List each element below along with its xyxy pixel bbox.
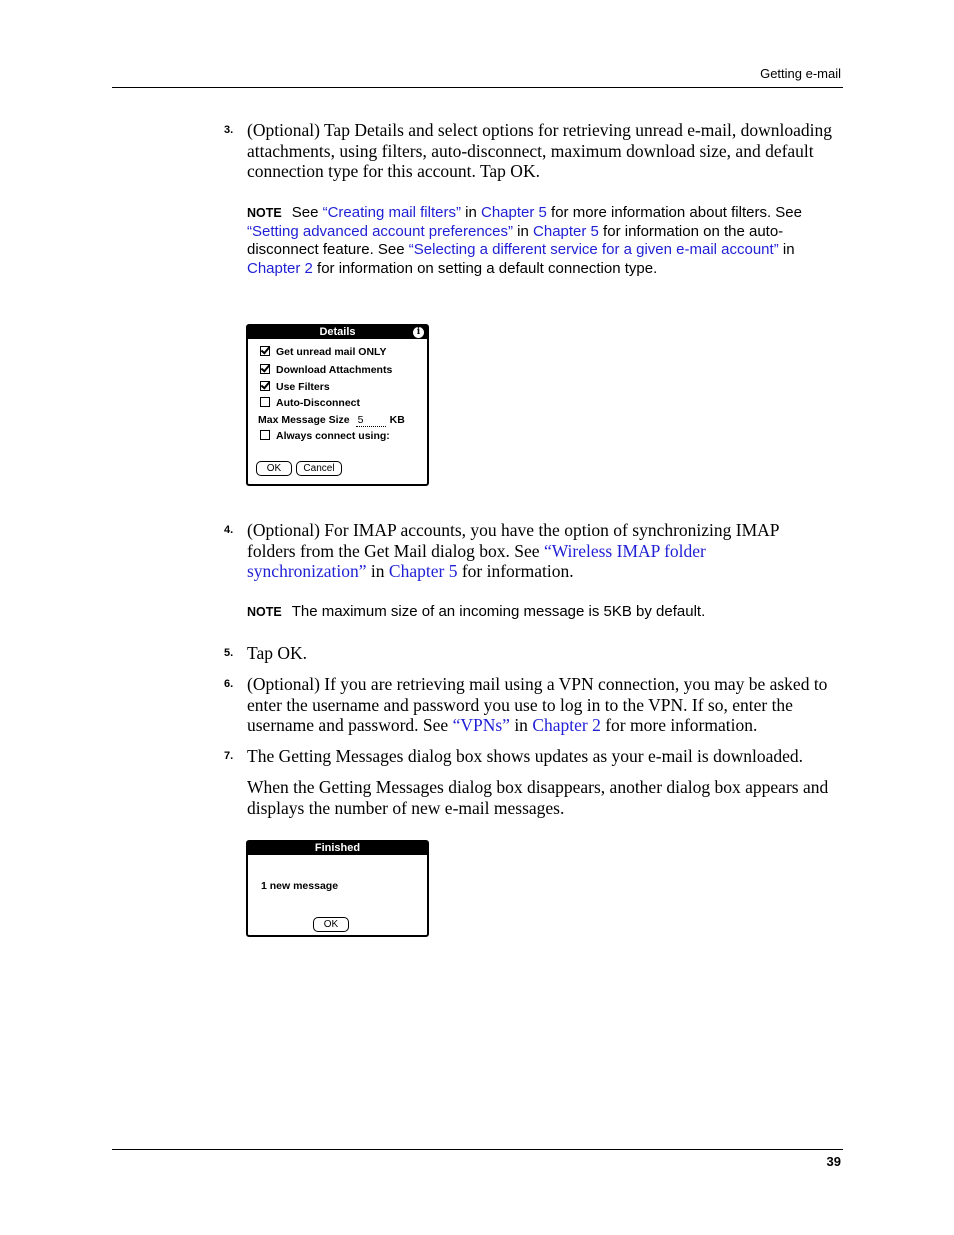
- option-label: Get unread mail ONLY: [276, 346, 387, 358]
- step-number: 6.: [224, 678, 234, 690]
- option-get-unread[interactable]: [260, 346, 386, 358]
- note-text: for information on the auto-disconnect feature. See: [247, 222, 784, 259]
- note-text: in: [460, 204, 481, 221]
- step-text-part: for information.: [457, 561, 574, 581]
- note-filters: [247, 204, 837, 278]
- step-text: [247, 674, 843, 736]
- max-size-unit: KB: [389, 414, 405, 426]
- dialog-title: Finished: [314, 842, 361, 854]
- footer-rule: [112, 1149, 843, 1150]
- checkbox-checked-icon[interactable]: [260, 381, 270, 391]
- new-message-count: 1 new message: [261, 880, 339, 892]
- link-chapter-5[interactable]: Chapter 5: [480, 204, 547, 221]
- checkbox-unchecked-icon[interactable]: [260, 430, 270, 440]
- note-text: The maximum size of an incoming message is 5KB by default.: [291, 603, 706, 620]
- option-label: Always connect using:: [276, 430, 390, 442]
- link-chapter-2[interactable]: Chapter 2: [247, 259, 313, 277]
- ok-button[interactable]: OK: [256, 461, 292, 476]
- step-text: [247, 520, 807, 582]
- page-number: 39: [826, 1154, 841, 1169]
- option-always-connect[interactable]: [260, 430, 390, 442]
- info-icon[interactable]: i: [413, 327, 424, 338]
- cancel-button[interactable]: Cancel: [296, 461, 342, 476]
- link-chapter-2[interactable]: Chapter 2: [532, 715, 601, 735]
- dialog-title-bar: [248, 326, 427, 339]
- link-selecting-different-service[interactable]: “Selecting a different service for a given e-mail account”: [408, 241, 779, 259]
- note-text: for information on setting a default connection type.: [312, 259, 658, 277]
- details-dialog: [246, 324, 429, 486]
- note-label: NOTE: [247, 206, 282, 220]
- finished-dialog: [246, 840, 429, 937]
- note-label: NOTE: [247, 605, 282, 619]
- step-text-part: for more information.: [600, 715, 758, 735]
- step-text: Tap OK.: [247, 643, 308, 663]
- link-vpns[interactable]: “VPNs”: [452, 715, 510, 735]
- step-number: 3.: [224, 124, 234, 136]
- max-size-label: Max Message Size: [258, 414, 350, 426]
- link-creating-mail-filters[interactable]: “Creating mail filters”: [322, 204, 461, 221]
- option-label: Use Filters: [276, 381, 330, 393]
- step-number: 4.: [224, 524, 234, 536]
- checkbox-unchecked-icon[interactable]: [260, 397, 270, 407]
- header-rule: [112, 87, 843, 88]
- step-number: 7.: [224, 750, 234, 762]
- option-download-attachments[interactable]: [260, 364, 392, 376]
- option-auto-disconnect[interactable]: [260, 397, 360, 409]
- note-text: for more information about filters. See: [546, 204, 802, 221]
- step-text-part: in: [366, 561, 389, 581]
- checkbox-checked-icon[interactable]: [260, 346, 270, 356]
- dialog-title-bar: [248, 842, 427, 855]
- step-followup-text: When the Getting Messages dialog box disappears, another dialog box appears and displays the number of new e-mail messages.: [247, 777, 829, 818]
- step-text: (Optional) Tap Details and select options for retrieving unread e-mail, downloading attachments, using filters, auto-disconnect, maximum download size, and default connection type for this account. Tap OK.: [247, 120, 833, 181]
- note-text: in: [778, 241, 795, 259]
- note-text: in: [513, 222, 534, 240]
- max-size-field[interactable]: 5: [356, 414, 386, 427]
- max-message-size-row: [258, 414, 405, 427]
- option-label: Auto-Disconnect: [276, 397, 360, 409]
- link-advanced-account-preferences[interactable]: “Setting advanced account preferences”: [247, 222, 513, 240]
- step-text-part: (Optional) For IMAP accounts, you have the option of synchronizing IMAP folders from the Get Mail dialog box. See: [247, 520, 779, 561]
- note-max-size: [247, 603, 837, 622]
- checkbox-checked-icon[interactable]: [260, 364, 270, 374]
- dialog-title: Details: [319, 326, 356, 338]
- step-text-part: in: [509, 715, 533, 735]
- link-wireless-imap-sync[interactable]: “Wireless IMAP folder synchronization”: [247, 540, 706, 581]
- step-text-part: (Optional) If you are retrieving mail using a VPN connection, you may be asked to enter the username and password you use to log in to the VPN. If so, enter the username and password. See: [247, 674, 828, 735]
- note-text: See: [291, 204, 323, 221]
- option-label: Download Attachments: [276, 364, 393, 376]
- ok-button[interactable]: OK: [313, 917, 349, 932]
- running-header: Getting e-mail: [760, 66, 841, 81]
- link-chapter-5[interactable]: Chapter 5: [388, 561, 458, 581]
- step-number: 5.: [224, 647, 234, 659]
- step-text: The Getting Messages dialog box shows updates as your e-mail is downloaded.: [247, 746, 804, 766]
- link-chapter-5[interactable]: Chapter 5: [533, 222, 599, 240]
- option-use-filters[interactable]: [260, 381, 330, 393]
